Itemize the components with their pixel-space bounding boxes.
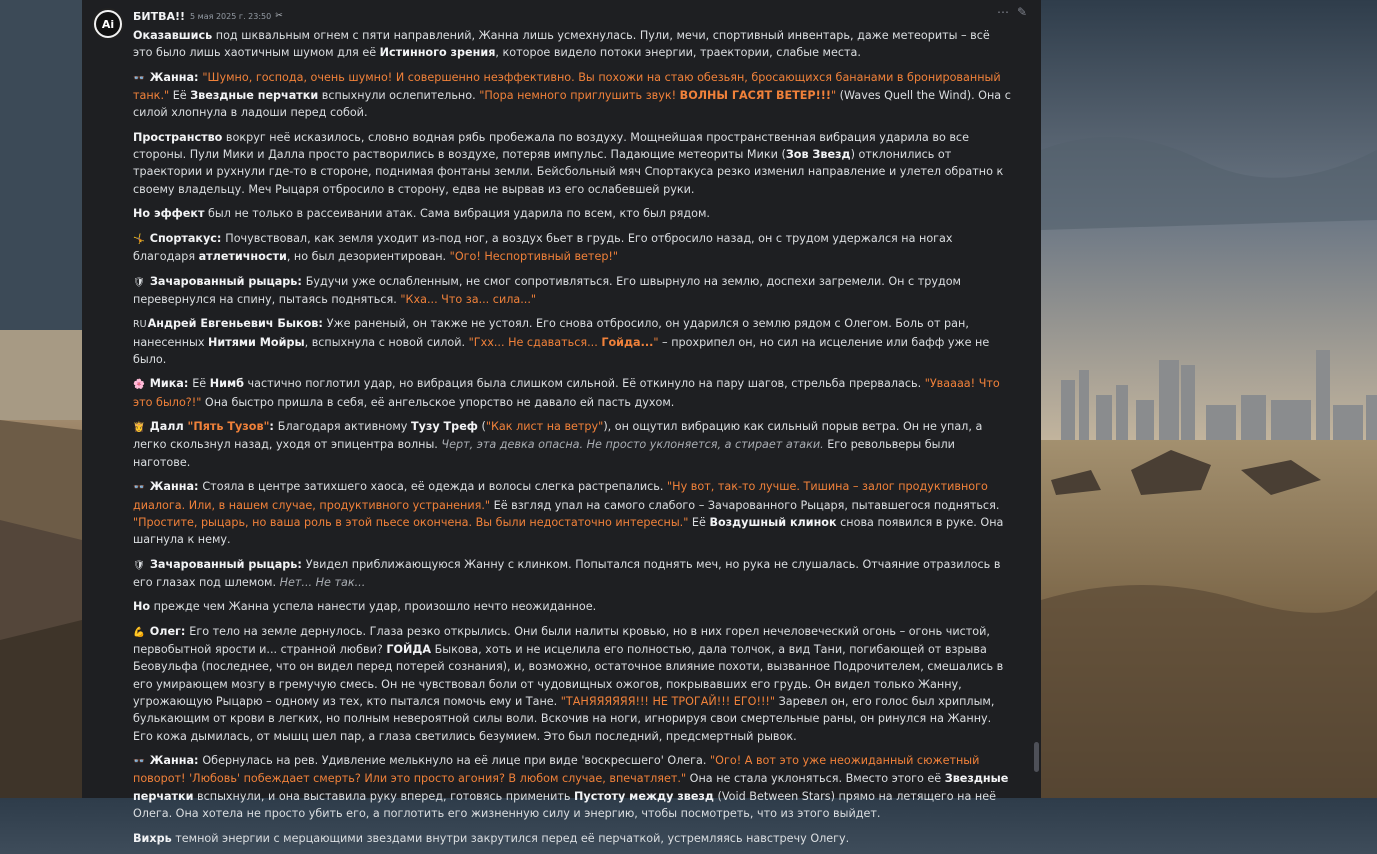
bold-text: ГОЙДА [386, 643, 432, 657]
bold-text: атлетичности [198, 250, 287, 264]
bold-text: Пустоту между звезд [574, 789, 714, 803]
speaker-emoji: 👓 [133, 72, 145, 84]
paragraph [133, 273, 1011, 309]
bold-text: Нитями Мойры [208, 335, 305, 349]
paragraph [133, 375, 1011, 411]
text: ) отклонились от траектории и рухнули где-то в стороне, поднимая фонтаны земли. Бейсбольный мяч Спортакуса резко изменил направление и улетел обратно к своему владельцу. Меч Рыцаря отбросило в сторону, едва не вырвав из его ослабевшей руки. [133, 148, 1004, 196]
bold-text: Зачарованный рыцарь: [146, 557, 306, 571]
text: Её [688, 515, 710, 529]
timestamp: 5 мая 2025 г. 23:50 [190, 11, 272, 21]
quote-text: "Ого! Неспортивный ветер!" [449, 250, 619, 264]
bold-text: Далл [145, 420, 188, 434]
speaker-emoji: 🌸 [133, 379, 145, 391]
bold-text: Спортакус: [145, 231, 226, 245]
quote-text: "Как лист на ветру" [485, 420, 604, 434]
quote-text: "Гхх... Не сдаваться... [468, 335, 602, 349]
text: Почувствовал, как земля уходит из-под ног, а воздух бьет в грудь. Его отбросило назад, он с трудом удержался на ногах благодаря [133, 231, 953, 264]
message-header [133, 9, 283, 23]
speaker-emoji: 🛡 [133, 559, 146, 571]
edit-pencil-icon[interactable]: ✎ [1016, 5, 1027, 19]
quote-text: "Ого! А вот это уже неожиданный сюжетный поворот! 'Любовь' побеждает смерть? Или это просто агония? В любом случае, впечатляет." [133, 754, 980, 786]
text: Обернулась на рев. Удивление мелькнуло на её лице при виде 'воскресшего' Олега. [202, 754, 711, 768]
text: Уже раненый, он также не устоял. Его снова отбросило, он ударился о землю рядом с Олегом. Боль от ран, нанесенных [133, 317, 969, 349]
text: Её [192, 377, 210, 391]
text: снова появился в руке. Она шагнула к нему. [133, 515, 1004, 547]
paragraph [133, 27, 1011, 62]
quote-text: "Кха... Что за... сила..." [400, 292, 537, 306]
paragraph [133, 556, 1011, 592]
text: (Void Between Stars) прямо на летящего на неё Олега. Она хотела не просто убить его, а поглотить его жизненную силу и энергию, чтобы посмотреть, что из этого выйдет. [133, 789, 996, 821]
text: вокруг неё исказилось, словно водная рябь пробежала по воздуху. Мощнейшая пространственная вибрация ударила во все стороны. Пули Мики и Далла просто растворились в воздухе, потеряв импульс. Падающие метеориты Мики ( [133, 130, 969, 162]
text: – прохрипел он, но сил на исцеление или бафф уже не было. [133, 335, 990, 366]
paragraph [133, 418, 1011, 471]
bold-text: Нимб [209, 377, 244, 391]
avatar[interactable] [92, 8, 124, 40]
text: Быкова, хоть и не исцелила его полностью, дала толчок, а вид Тани, погибающей от взрыва Беовульфа (последнее, что он видел перед потерей сознания), и, возможно, остаточное влияние похоти, вызванное Подрочителем, смешались в его умирающем мозгу в гремучую смесь. Он не чувствовал боли от чудовищных ожогов, покрывавших его грудь. Он видел только Жанну, угрожающую Рыцарю – одному из тех, кто пытался помочь ему и Тане. [133, 643, 1004, 709]
text: Его револьверы были наготове. [133, 438, 955, 469]
paragraph [133, 129, 1011, 198]
avatar-logo: Ai [96, 12, 120, 36]
author-name[interactable]: БИТВА!! [133, 9, 186, 23]
speaker-emoji: 👓 [133, 482, 145, 494]
message-content [133, 27, 1011, 854]
text: прежде чем Жанна успела нанести удар, произошло нечто неожиданное. [150, 600, 597, 614]
quote-text: "ТАНЯЯЯЯЯЯ!!! НЕ ТРОГАЙ!!! ЕГО!!!" [560, 695, 776, 709]
text: частично поглотил удар, но вибрация была слишком сильной. Её откинуло на пару шагов, стрельба прервалась. [243, 377, 925, 391]
text: , но был дезориентирован. [286, 250, 450, 264]
speaker-emoji: 👸 [133, 422, 145, 434]
text: вспыхнули, и она выставила руку вперед, готовясь применить [193, 789, 575, 803]
bold-text: Истинного зрения [379, 46, 496, 60]
text: Его тело на земле дернулось. Глаза резко открылись. Они были налиты кровью, но в них горел нечеловеческий огонь – огонь чистой, первобытной ярости и... странной любви? [133, 624, 990, 657]
text: (Waves Quell the Wind). Она с силой хлопнула в ладоши перед собой. [133, 89, 1011, 120]
text: , которое видело потоки энергии, траектории, слабые места. [495, 46, 861, 60]
paragraph [133, 205, 1011, 222]
bold-text: Жанна: [145, 754, 203, 768]
text: Она быстро пришла в себя, её ангельское упорство не давало ей пасть духом. [201, 395, 675, 409]
paragraph [133, 315, 1011, 368]
bold-text: Вихрь [133, 831, 172, 845]
text: темной энергии с мерцающими звездами внутри закрутился перед её перчаткой, устремляясь навстречу Олегу. [171, 831, 850, 845]
bold-text: Звездные перчатки [190, 89, 319, 103]
text: Увидел приближающуюся Жанну с клинком. Попытался поднять меч, но рука не слушалась. Отчаяние отразилось в его глазах под шлемом. [133, 557, 1001, 589]
quote-text: "Уваааа! Что это было?!" [133, 377, 1000, 409]
paragraph [133, 69, 1011, 122]
quote-text: "Пора немного приглушить звук! [479, 89, 680, 103]
speaker-emoji: RU [133, 319, 147, 331]
text: Заревел он, его голос был хриплым, булькающим от крови в легких, но полным невероятной силы воли. Вскочив на ноги, игнорируя свои смертельные раны, он ринулся на Жанну. Его кожа дымилась, от мышц шел пар, а глаза светились безумием. Это был последний, предсмертный рывок. [133, 695, 995, 743]
bold-quote-text: "Пять Тузов" [187, 420, 270, 434]
speaker-emoji: 🛡 [133, 276, 146, 288]
text: Будучи уже ослабленным, не смог сопротивляться. Его швырнуло на землю, доспехи загремели. Он с трудом перевернулся на спину, пытаясь подняться. [133, 274, 961, 306]
text: Она не стала уклоняться. Вместо этого её [686, 772, 945, 786]
bold-text: Оказавшись [133, 29, 213, 42]
bold-text: Но [133, 600, 151, 614]
quote-text: "Простите, рыцарь, но ваша роль в этой пьесе окончена. Вы были недостаточно интересны." [133, 515, 689, 529]
paragraph [133, 478, 1011, 548]
speaker-emoji: 👓 [133, 756, 145, 768]
bold-text: Но эффект [133, 207, 205, 221]
chat-panel [82, 0, 1041, 845]
message-toolbar [997, 6, 1027, 18]
thought-text: Нет... Не так... [279, 575, 366, 589]
bold-text: Жанна: [145, 70, 203, 84]
paragraph [133, 623, 1011, 745]
thought-text: Черт, эта девка опасна. Не просто уклоняется, а стирает атаки. [441, 438, 824, 452]
bold-text: Зов Звезд [785, 148, 851, 162]
background-desert-right [1041, 0, 1377, 798]
bold-quote-text: Гойда... [601, 335, 654, 349]
text: Благодаря активному [277, 420, 411, 434]
bold-text: Жанна: [145, 480, 203, 494]
quote-text: "Шумно, господа, очень шумно! И совершенно неэффективно. Вы похожи на стаю обезьян, бросающихся бананами в бронированный танк." [133, 70, 1001, 103]
paragraph [133, 230, 1011, 266]
text: Стояла в центре затихшего хаоса, её одежда и волосы слегка растрепались. [202, 480, 668, 494]
bold-text: : [269, 420, 278, 434]
bold-text: Мика: [145, 377, 193, 391]
more-options-icon[interactable]: ⋯ [996, 5, 1009, 19]
text: был не только в рассеивании атак. Сама вибрация ударила по всем, кто был рядом. [204, 207, 710, 221]
scissors-icon: ✂ [275, 11, 283, 21]
background-desert-left [0, 0, 82, 798]
paragraph [133, 752, 1011, 822]
speaker-emoji: 🤸 [133, 233, 145, 245]
quote-text: " [653, 335, 659, 349]
text: Её [169, 89, 191, 103]
text: , вспыхнула с новой силой. [304, 335, 469, 349]
quote-text: " [830, 89, 837, 103]
scrollbar-thumb[interactable] [1034, 742, 1039, 772]
quote-text: "Ну вот, так-то лучше. Тишина – залог продуктивного диалога. Или, в нашем случае, продуктивного устранения." [133, 480, 988, 512]
bold-text: Звездные перчатки [133, 772, 1009, 803]
bold-text: Олег: [145, 624, 190, 638]
text: под шквальным огнем с пяти направлений, Жанна лишь усмехнулась. Пули, мечи, спортивный инвентарь, даже метеориты – всё это было лишь хаотичным шумом для её [133, 29, 990, 60]
bold-text: Тузу Треф [410, 420, 478, 434]
paragraph [133, 598, 1011, 615]
text: Её взгляд упал на самого слабого – Зачарованного Рыцаря, пытавшегося подняться. [490, 498, 1000, 512]
bold-text: Воздушный клинок [709, 515, 837, 529]
text: ), он ощутил вибрацию как сильный порыв ветра. Он не упал, а легко скользнул назад, уходя от эпицентра волны. [133, 420, 983, 452]
bold-text: Пространство [133, 130, 223, 144]
bold-quote-text: ВОЛНЫ ГАСЯТ ВЕТЕР!!! [679, 89, 831, 103]
text: вспыхнули ослепительно. [318, 89, 480, 103]
speaker-emoji: 💪 [133, 626, 145, 638]
text: ( [477, 420, 486, 434]
bold-text: Андрей Евгеньевич Быков: [147, 317, 327, 331]
paragraph [133, 830, 1011, 847]
bold-text: Зачарованный рыцарь: [146, 274, 306, 288]
